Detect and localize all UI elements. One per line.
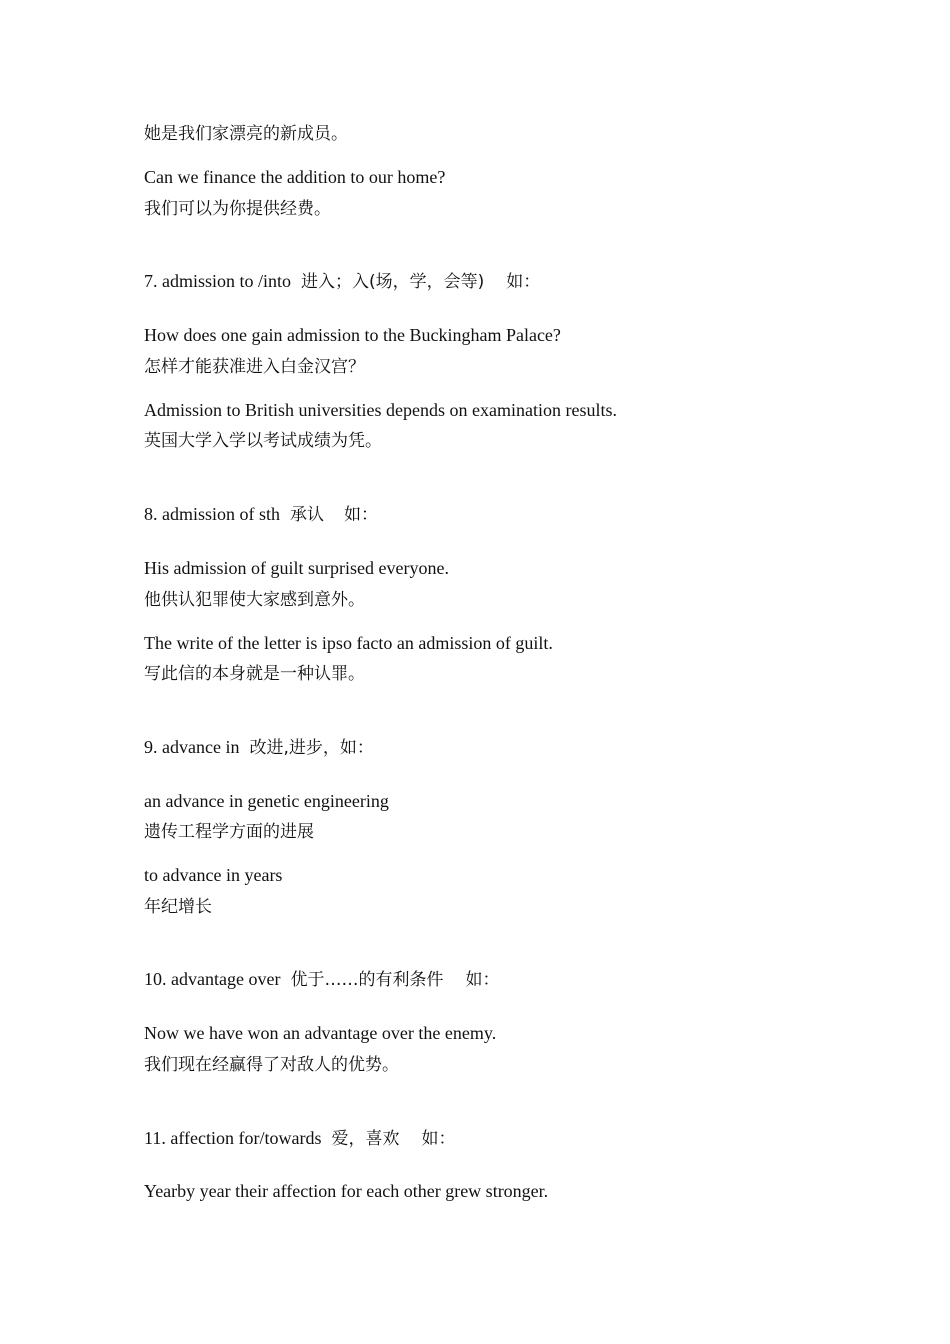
example-sentence: Admission to British universities depends on examination results.	[144, 400, 617, 420]
entry-term: 11. affection for/towards	[144, 1128, 322, 1148]
example-sentence: His admission of guilt surprised everyone.	[144, 558, 449, 578]
entry-example-marker: 如：	[465, 970, 500, 990]
entry-example-marker: 如：	[506, 272, 541, 292]
example-sentence: How does one gain admission to the Buckingham Palace?	[144, 325, 561, 345]
example-sentence: to advance in years	[144, 865, 283, 885]
example-translation: 她是我们家漂亮的新成员。	[144, 124, 348, 144]
example-translation: 怎样才能获准进入白金汉宫？	[144, 357, 365, 377]
entry-term: 8. admission of sth	[144, 504, 281, 524]
entry-term: 9. advance in	[144, 737, 240, 757]
entry-heading	[144, 505, 378, 524]
entry-gloss: 爱，喜欢	[331, 1129, 400, 1149]
entry-gloss: 改进,进步，如：	[249, 738, 374, 758]
example-translation: 年纪增长	[144, 897, 212, 917]
example-translation: 我们可以为你提供经费。	[144, 199, 331, 219]
example-sentence: Now we have won an advantage over the enemy.	[144, 1023, 497, 1043]
example-sentence: Can we finance the addition to our home?	[144, 167, 446, 187]
example-translation: 我们现在经赢得了对敌人的优势。	[144, 1055, 399, 1075]
example-translation: 英国大学入学以考试成绩为凭。	[144, 431, 382, 451]
example-sentence: an advance in genetic engineering	[144, 791, 389, 811]
entry-heading	[144, 272, 540, 291]
entry-heading	[144, 738, 374, 757]
entry-example-marker: 如：	[344, 505, 379, 525]
example-translation: 写此信的本身就是一种认罪。	[144, 664, 365, 684]
example-translation: 他供认犯罪使大家感到意外。	[144, 590, 365, 610]
entry-example-marker: 如：	[421, 1129, 456, 1149]
entry-gloss: 优于……的有利条件	[290, 970, 444, 990]
entry-gloss: 承认	[290, 505, 325, 525]
example-sentence: The write of the letter is ipso facto an admission of guilt.	[144, 633, 553, 653]
example-translation: 遗传工程学方面的进展	[144, 822, 314, 842]
example-sentence: Yearby year their affection for each other grew stronger.	[144, 1181, 549, 1201]
entry-term: 10. advantage over	[144, 969, 281, 989]
entry-gloss: 进入；入(场，学，会等)	[301, 272, 485, 292]
entry-term: 7. admission to /into	[144, 271, 292, 291]
entry-heading	[144, 970, 499, 989]
entry-heading	[144, 1129, 455, 1148]
